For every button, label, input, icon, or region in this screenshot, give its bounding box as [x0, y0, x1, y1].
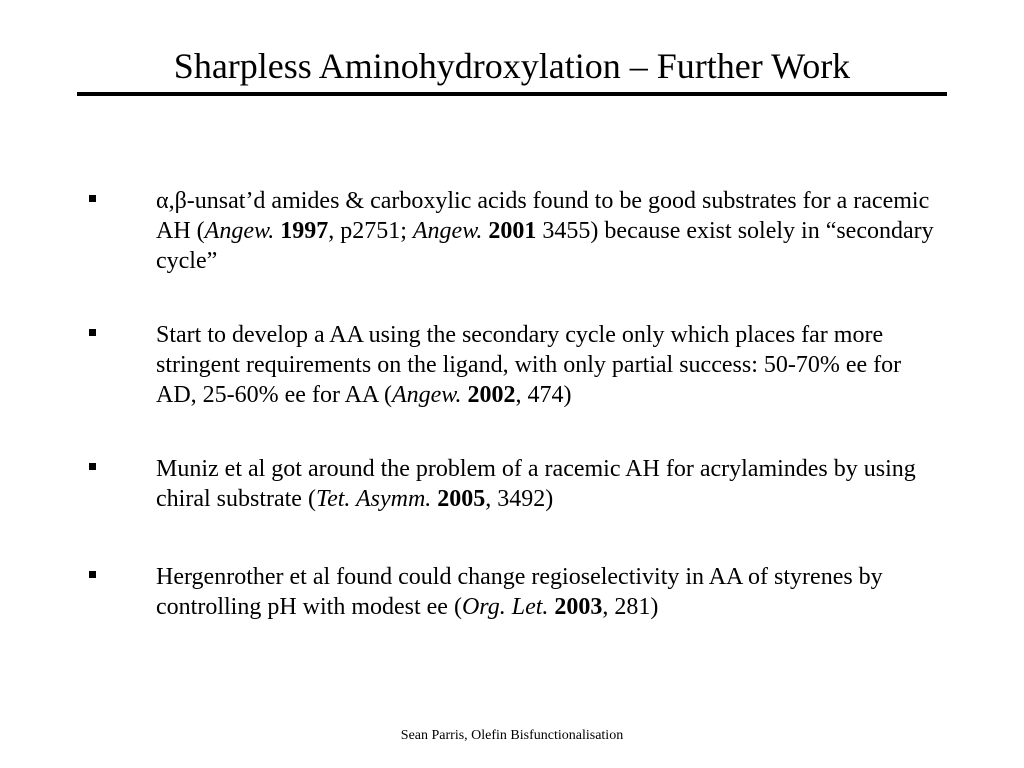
publication-year: 2002: [467, 382, 516, 408]
bullet-text-segment: Start to develop a AA using the secondary cycle only which places far more stringent requirements on the ligand, with only partial success: 50-70% ee for AD, 25-60% ee for AA (: [156, 322, 902, 408]
bullet-text-segment: 3455) because exist solely in “secondary cycle”: [156, 218, 934, 274]
journal-name: Angew.: [391, 382, 462, 408]
publication-year: 2003: [554, 594, 603, 620]
publication-year: 2001: [488, 218, 537, 244]
slide-title: Sharpless Aminohydroxylation – Further Work: [173, 46, 851, 86]
footer-credit: Sean Parris, Olefin Bisfunctionalisation: [400, 728, 624, 743]
title-divider: [77, 92, 947, 96]
square-bullet-icon: [89, 463, 96, 470]
bullet-text: [156, 320, 946, 410]
bullet-text-segment: Hergenrother et al found could change regioselectivity in AA of styrenes by controlling pH with modest ee (: [156, 564, 883, 620]
bullet-text: [156, 454, 946, 514]
journal-name: Tet. Asymm.: [315, 486, 432, 512]
bullet-text-segment: Muniz et al got around the problem of a racemic AH for acrylamindes by using chiral substrate (: [156, 456, 916, 512]
square-bullet-icon: [89, 329, 96, 336]
square-bullet-icon: [89, 571, 96, 578]
bullet-text-segment: , 3492): [485, 486, 554, 512]
publication-year: 1997: [280, 218, 329, 244]
journal-name: Angew.: [204, 218, 275, 244]
journal-name: Angew.: [412, 218, 483, 244]
bullet-text-segment: , 474): [515, 382, 572, 408]
square-bullet-icon: [89, 195, 96, 202]
bullet-text: [156, 562, 946, 622]
bullet-text-segment: α,β-unsat’d amides & carboxylic acids found to be good substrates for a racemic AH (: [156, 188, 930, 244]
journal-name: Org. Let.: [461, 594, 549, 620]
bullet-text-segment: , 281): [602, 594, 659, 620]
bullet-text-segment: , p2751;: [328, 218, 413, 244]
publication-year: 2005: [437, 486, 486, 512]
bullet-text: [156, 186, 946, 276]
